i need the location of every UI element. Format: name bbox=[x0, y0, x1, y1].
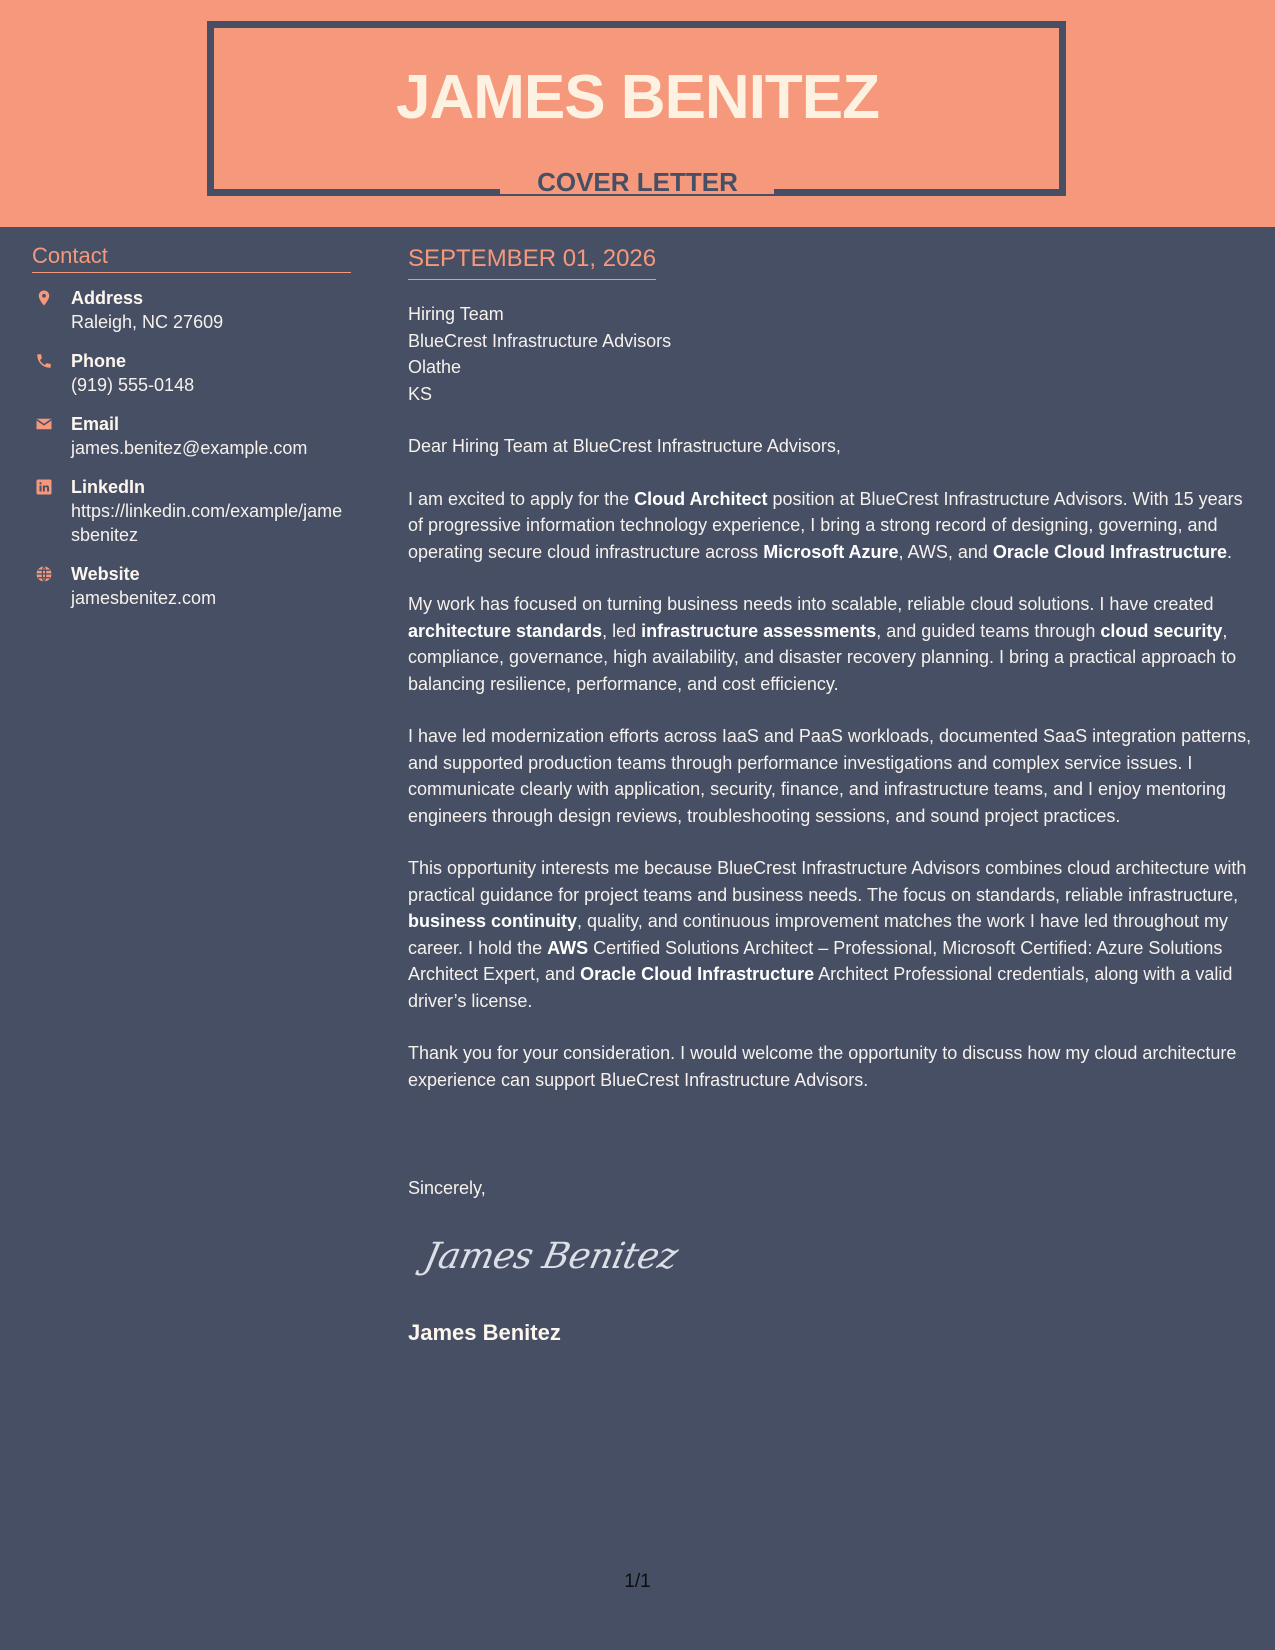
contact-heading: Contact bbox=[32, 243, 351, 273]
contact-sidebar bbox=[32, 243, 351, 610]
document-subtitle: COVER LETTER bbox=[537, 167, 738, 197]
address-label: Address bbox=[71, 288, 144, 308]
salutation: Dear Hiring Team at BlueCrest Infrastructure Advisors, bbox=[408, 436, 841, 457]
paragraph bbox=[408, 723, 1253, 829]
recipient-line: BlueCrest Infrastructure Advisors bbox=[408, 330, 672, 351]
email-label: Email bbox=[71, 414, 120, 434]
emphasis-text: AWS bbox=[547, 937, 589, 958]
paragraph-text: Certified Solutions Architect – Professional, Microsoft Certified: Azure Solutions Architect Expert, and bbox=[408, 937, 1223, 985]
recipient-block bbox=[408, 301, 1253, 407]
paragraph-text: Architect Professional credentials, along with a valid driver’s license. bbox=[408, 964, 1233, 1011]
recipient-line: KS bbox=[408, 383, 433, 404]
applicant-name: JAMES BENITEZ bbox=[395, 63, 880, 132]
map-pin-icon bbox=[35, 289, 53, 307]
paragraph bbox=[408, 1040, 1253, 1093]
emphasis-text: cloud security bbox=[1100, 620, 1223, 641]
letter-date: SEPTEMBER 01, 2026 bbox=[408, 245, 656, 280]
letter-body bbox=[408, 245, 1253, 1093]
paragraph-text: . bbox=[1226, 541, 1232, 562]
contact-website bbox=[32, 562, 351, 610]
contact-phone bbox=[32, 349, 351, 397]
contact-linkedin bbox=[32, 475, 351, 547]
emphasis-text: Oracle Cloud Infrastructure bbox=[992, 541, 1227, 562]
envelope-icon bbox=[35, 415, 53, 433]
closing: Sincerely, bbox=[408, 1178, 486, 1198]
header-banner bbox=[0, 0, 1275, 227]
page-indicator: 1/1 bbox=[624, 1571, 651, 1592]
globe-icon bbox=[35, 565, 53, 583]
emphasis-text: infrastructure assessments bbox=[641, 620, 877, 641]
emphasis-text: Cloud Architect bbox=[634, 488, 768, 509]
email-value[interactable]: james.benitez@example.com bbox=[71, 438, 308, 458]
paragraph bbox=[408, 486, 1253, 566]
signer-name: James Benitez bbox=[408, 1320, 561, 1345]
paragraph-text: position at BlueCrest Infrastructure Advisors. With 15 years of progressive information technology experience, I bring a strong record of designing, governing, and operating secure cloud infrastructure across bbox=[408, 488, 1243, 562]
website-value[interactable]: jamesbenitez.com bbox=[71, 588, 217, 608]
paragraph-text: I have led modernization efforts across IaaS and PaaS workloads, documented SaaS integration patterns, and supported production teams through performance investigations and complex service issues. I communicate clearly with application, security, finance, and infrastructure teams, and I enjoy mentoring engineers through design reviews, troubleshooting sessions, and sound project practices. bbox=[408, 726, 1252, 826]
phone-label: Phone bbox=[71, 351, 127, 371]
paragraph-text: My work has focused on turning business needs into scalable, reliable cloud solutions. I have created bbox=[408, 594, 1214, 615]
emphasis-text: Microsoft Azure bbox=[763, 541, 899, 562]
linkedin-value[interactable]: https://linkedin.com/example/jamesbenitez bbox=[71, 501, 343, 545]
emphasis-text: architecture standards bbox=[408, 620, 603, 641]
paragraph-text: , led bbox=[602, 620, 642, 641]
paragraph-text: I am excited to apply for the bbox=[408, 488, 635, 509]
recipient-line: Hiring Team bbox=[408, 304, 504, 324]
paragraph-text: , AWS, and bbox=[898, 541, 993, 562]
paragraph-text: Thank you for your consideration. I would welcome the opportunity to discuss how my cloud architecture experience can support BlueCrest Infrastructure Advisors. bbox=[408, 1043, 1237, 1090]
recipient-line: Olathe bbox=[408, 357, 462, 378]
contact-address bbox=[32, 286, 351, 334]
paragraph-text: , and guided teams through bbox=[876, 620, 1101, 641]
emphasis-text: Oracle Cloud Infrastructure bbox=[580, 964, 815, 985]
website-label: Website bbox=[71, 564, 140, 584]
contact-email bbox=[32, 412, 351, 460]
linkedin-icon bbox=[35, 478, 53, 496]
linkedin-label: LinkedIn bbox=[71, 477, 146, 497]
paragraph-text: , compliance, governance, high availability, and disaster recovery planning. I bring a practical approach to balancing resilience, performance, and cost efficiency. bbox=[408, 620, 1237, 694]
paragraph-text: This opportunity interests me because BlueCrest Infrastructure Advisors combines cloud architecture with practical guidance for project teams and business needs. The focus on standards, reliable infrastructure, bbox=[408, 858, 1247, 905]
paragraph-text: , quality, and continuous improvement matches the work I have led throughout my career. I hold the bbox=[408, 911, 1229, 958]
phone-value: (919) 555-0148 bbox=[71, 375, 195, 395]
paragraph bbox=[408, 855, 1253, 1014]
paragraph bbox=[408, 591, 1253, 697]
address-value: Raleigh, NC 27609 bbox=[71, 312, 224, 332]
phone-icon bbox=[35, 352, 53, 370]
handwritten-signature: James Benitez bbox=[420, 1236, 682, 1277]
emphasis-text: business continuity bbox=[408, 911, 578, 932]
